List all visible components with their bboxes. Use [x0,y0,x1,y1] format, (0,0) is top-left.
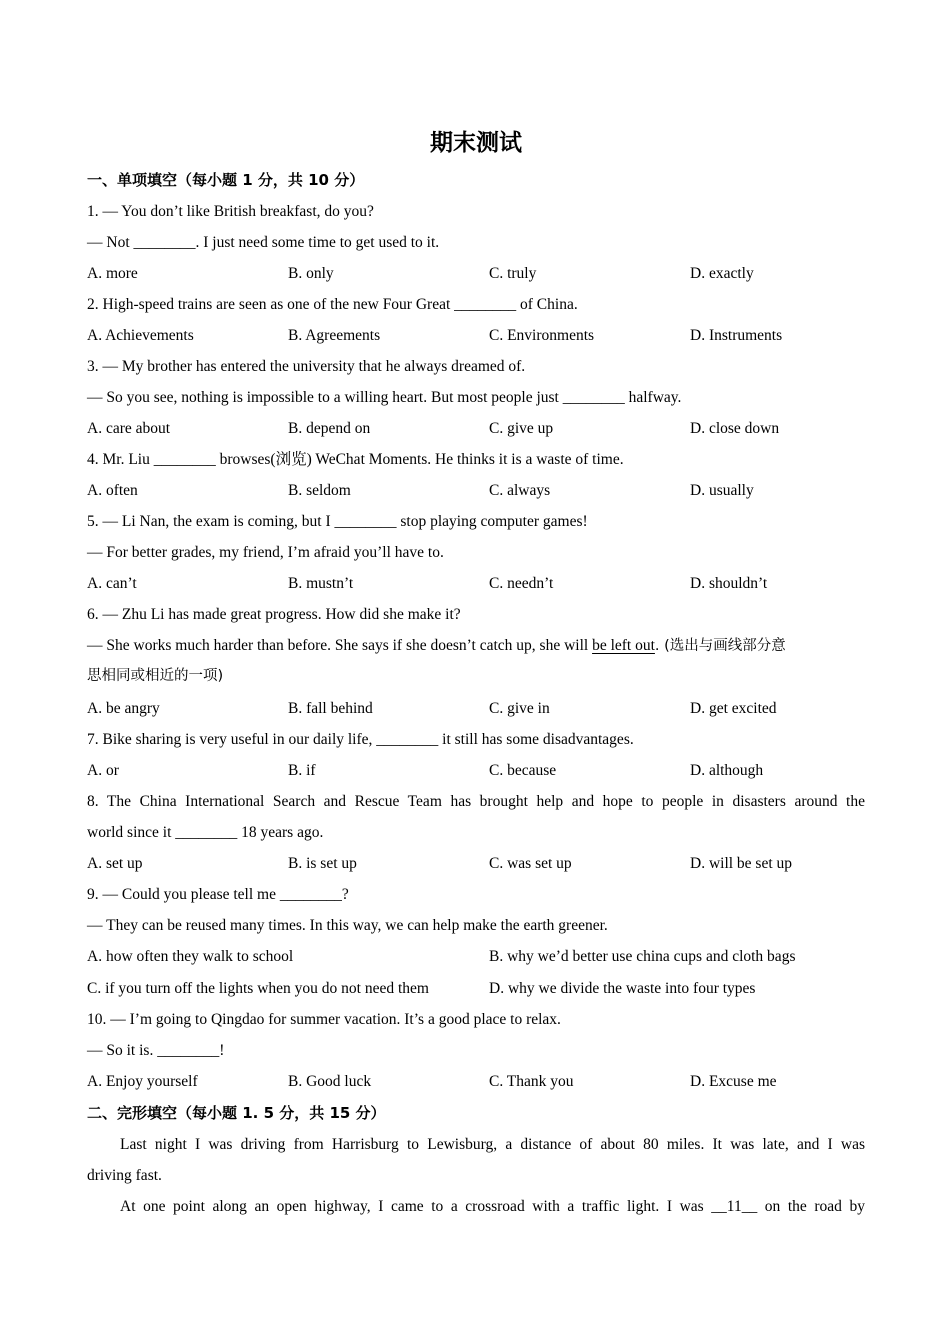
q6-option-b[interactable]: B. fall behind [288,700,373,717]
q8-option-d[interactable]: D. will be set up [690,855,793,872]
q9-option-c[interactable]: C. if you turn off the lights when you do not need them [87,980,429,997]
q8-stem-1: 8. The China International Search and Rescue Team has brought help and hope to people in disasters around the [87,793,865,810]
q8-option-a[interactable]: A. set up [87,855,143,872]
q8-option-b[interactable]: B. is set up [288,855,357,872]
q1-option-c[interactable]: C. truly [489,265,537,282]
cloze-paragraph-2-pre: At one point along an open highway, I came to a crossroad with a traffic light. I was [120,1198,712,1215]
q7-stem-1: 7. Bike sharing is very useful in our daily life, ________ it still has some disadvantages. [87,731,634,748]
section-1-heading: 一、单项填空（每小题 1 分，共 10 分） [87,171,365,189]
q10-option-c[interactable]: C. Thank you [489,1073,574,1090]
q5-stem-1: 5. — Li Nan, the exam is coming, but I ________ stop playing computer games! [87,513,588,530]
section-2-heading: 二、完形填空（每小题 1. 5 分，共 15 分） [87,1104,386,1122]
q8-options [87,848,865,879]
q10-option-b[interactable]: B. Good luck [288,1073,372,1090]
q10-stem-1: 10. — I’m going to Qingdao for summer vacation. It’s a good place to relax. [87,1011,561,1028]
q9-stem-2: — They can be reused many times. In this way, we can help make the earth greener. [87,917,608,934]
q9-option-d[interactable]: D. why we divide the waste into four types [489,980,756,997]
q3-stem-2: — So you see, nothing is impossible to a willing heart. But most people just ________ halfway. [87,389,682,406]
q5-option-a[interactable]: A. can’t [87,575,137,592]
q9-options-row-1 [87,941,865,972]
q6-option-d[interactable]: D. get excited [690,700,777,717]
q2-option-c[interactable]: C. Environments [489,327,595,344]
q9-options-row-2 [87,973,865,1004]
q5-options [87,568,865,599]
q7-options [87,755,865,786]
q2-option-a[interactable]: A. Achievements [87,327,194,344]
q4-option-d[interactable]: D. usually [690,482,754,499]
q6-stem-2 [87,630,865,661]
q3-option-b[interactable]: B. depend on [288,420,371,437]
q5-option-d[interactable]: D. shouldn’t [690,575,768,592]
q8-option-c[interactable]: C. was set up [489,855,572,872]
q3-option-a[interactable]: A. care about [87,420,171,437]
q4-options [87,475,865,506]
q6-stem-3: 思相同或相近的一项) [87,668,224,684]
q7-option-d[interactable]: D. although [690,762,764,779]
cloze-blank-11[interactable]: __11__ [711,1198,758,1215]
q4-option-b[interactable]: B. seldom [288,482,351,499]
q1-options [87,258,865,289]
q6-option-c[interactable]: C. give in [489,700,550,717]
q6-option-a[interactable]: A. be angry [87,700,160,717]
q7-option-c[interactable]: C. because [489,762,557,779]
q2-stem-1: 2. High-speed trains are seen as one of the new Four Great ________ of China. [87,296,578,313]
q7-option-b[interactable]: B. if [288,762,316,779]
q4-option-c[interactable]: C. always [489,482,551,499]
cloze-paragraph-2-post: on the road by [764,1198,865,1215]
q6-stem-2-post: . (选出与画线部分意 [654,638,786,654]
q10-option-d[interactable]: D. Excuse me [690,1073,777,1090]
cloze-paragraph-1-line-2: driving fast. [87,1167,162,1184]
q1-option-b[interactable]: B. only [288,265,334,282]
q5-stem-2: — For better grades, my friend, I’m afraid you’ll have to. [87,544,444,561]
q3-options [87,413,865,444]
q5-option-b[interactable]: B. mustn’t [288,575,354,592]
q6-underlined-phrase: be left out [592,637,655,654]
q6-stem-1: 6. — Zhu Li has made great progress. How did she make it? [87,606,461,623]
q6-stem-2-pre: — She works much harder than before. She says if she doesn’t catch up, she will [87,637,593,654]
q1-stem-1: 1. — You don’t like British breakfast, do you? [87,203,374,220]
q3-option-d[interactable]: D. close down [690,420,780,437]
cloze-paragraph-1-line-1: Last night I was driving from Harrisburg to Lewisburg, a distance of about 80 miles. It was late, and I was [120,1136,865,1153]
q1-option-a[interactable]: A. more [87,265,138,282]
q3-stem-1: 3. — My brother has entered the university that he always dreamed of. [87,358,526,375]
q2-option-d[interactable]: D. Instruments [690,327,783,344]
q2-options [87,320,865,351]
q8-stem-2: world since it ________ 18 years ago. [87,824,324,841]
q7-option-a[interactable]: A. or [87,762,119,779]
q9-option-b[interactable]: B. why we’d better use china cups and cloth bags [489,948,796,965]
q1-stem-2: — Not ________. I just need some time to get used to it. [87,234,440,251]
q6-options [87,693,865,724]
q10-options [87,1066,865,1097]
q10-stem-2: — So it is. ________! [87,1042,225,1059]
q1-option-d[interactable]: D. exactly [690,265,754,282]
q5-option-c[interactable]: C. needn’t [489,575,554,592]
q9-stem-1: 9. — Could you please tell me ________? [87,886,349,903]
q4-option-a[interactable]: A. often [87,482,138,499]
q3-option-c[interactable]: C. give up [489,420,554,437]
q4-stem-1: 4. Mr. Liu ________ browses(浏览) WeChat Moments. He thinks it is a waste of time. [87,451,624,468]
cloze-paragraph-2-line-1 [87,1191,865,1222]
q9-option-a[interactable]: A. how often they walk to school [87,948,294,965]
q10-option-a[interactable]: A. Enjoy yourself [87,1073,198,1090]
page-title: 期末测试 [430,130,522,156]
q2-option-b[interactable]: B. Agreements [288,327,381,344]
